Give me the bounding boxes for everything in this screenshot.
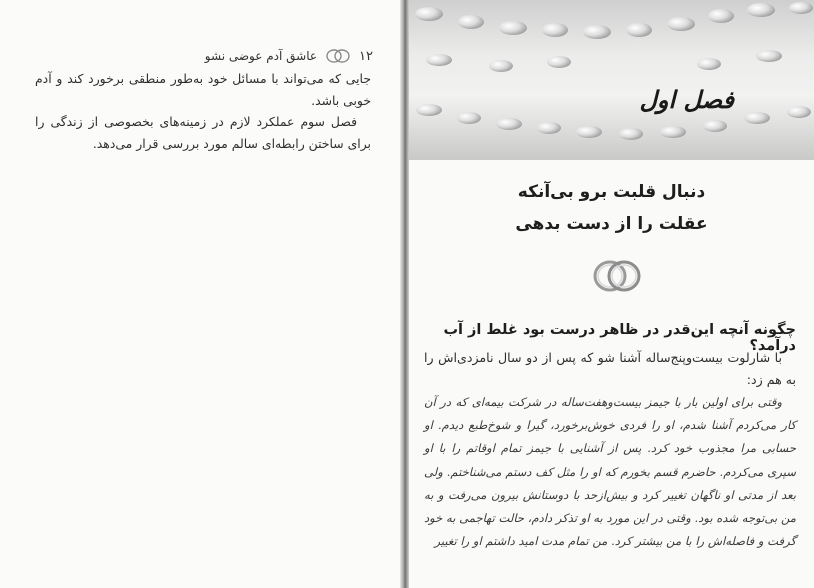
page-number: ۱۲ (359, 48, 373, 64)
paragraph: با شارلوت بیست‌وپنج‌ساله آشنا شو که پس از دو سال نامزدی‌اش را به هم زد: (424, 350, 796, 387)
wedding-rings-icon (589, 258, 645, 294)
left-page (0, 0, 403, 588)
running-head (173, 46, 373, 66)
chapter-title: فصل اول (639, 86, 734, 114)
paragraph: فصل سوم عملکرد لازم در زمینه‌های بخصوصی از زندگی را برای ساختن رابطه‌ای سالم مورد بررسی قرار می‌دهد. (35, 114, 371, 151)
chapter-headline: عقلت را از دست بدهی (515, 214, 708, 234)
paragraph: جایی که می‌تواند با مسائل خود به‌طور منطقی برخورد کند و آدم خوبی باشد. (35, 71, 371, 108)
intro-text (424, 347, 796, 391)
chapter-headline: دنبال قلبت برو بی‌آنکه (517, 182, 706, 202)
chapter-header-band (409, 0, 814, 160)
right-page (409, 0, 814, 588)
book-gutter (400, 0, 409, 588)
wedding-rings-icon (325, 48, 351, 64)
section-heading: چگونه آنچه این‌قدر در ظاهر درست بود غلط از آب درآمد؟ (443, 322, 796, 354)
pearl-string-decoration (409, 0, 814, 160)
quoted-testimony (424, 391, 796, 553)
running-title: عاشق آدم عوضی نشو (204, 49, 318, 63)
left-body-text (35, 68, 371, 154)
paragraph: وقتی برای اولین بار با جیمز بیست‌وهفت‌ساله در شرکت بیمه‌ای که در آن کار می‌کردم آشنا شدم، او را فردی خوش‌برخورد، گیرا و شوخ‌طبع دیدم. او حسابی مرا مجذوب خود کرد. پس از آشنایی با جیمز تمام اوقاتم را با او سپری می‌کردم. حاضرم قسم بخورم که او را مثل کف دستم می‌شناختم. ولی بعد از مدتی او ناگهان تغییر کرد و بیش‌ازحد با دوستانش بیرون می‌رفت و به من بی‌توجه شده بود. وقتی در این مورد به او تذکر دادم، حالت تهاجمی به خود گرفت و فاصله‌اش را با من بیشتر کرد. من تمام مدت امید داشتم او را تغییر (423, 395, 796, 549)
